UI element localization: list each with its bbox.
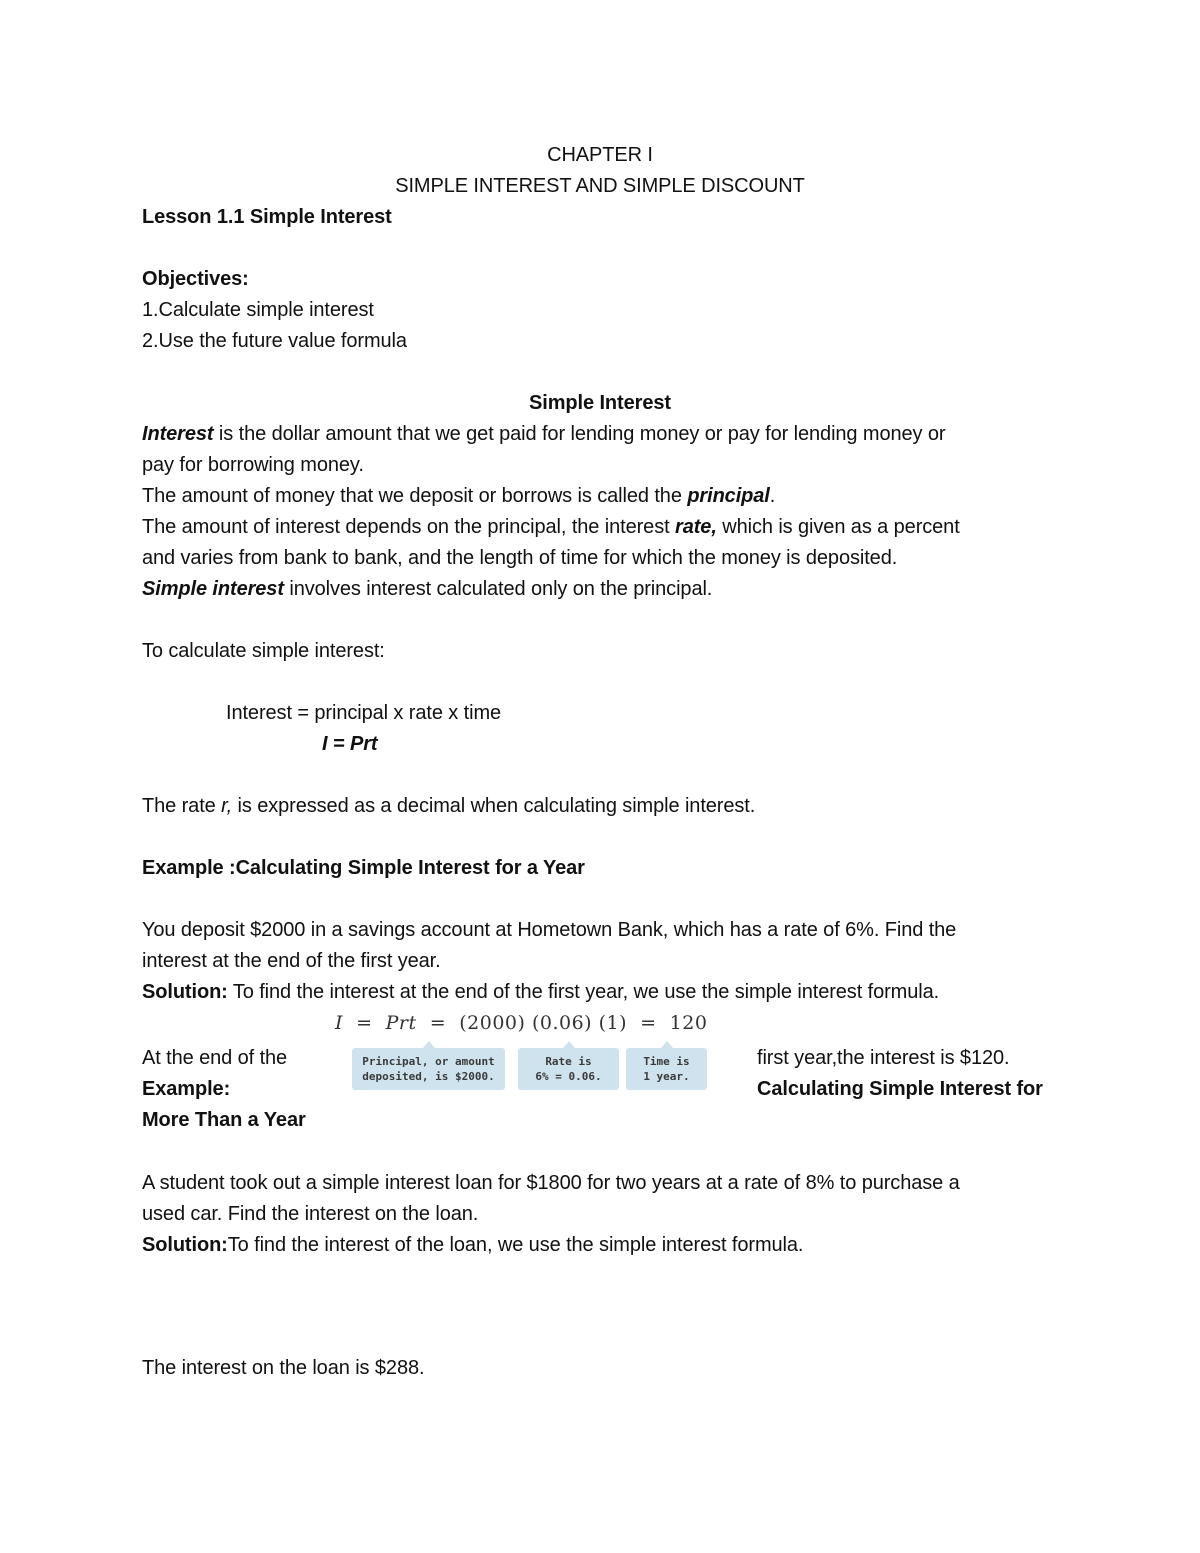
simple-interest-definition: Simple interest involves interest calculated only on the principal. [142, 578, 713, 600]
term-rate: rate, [675, 516, 717, 538]
example2-heading-right: Calculating Simple Interest for [757, 1078, 1043, 1100]
chapter-title: CHAPTER I [547, 144, 653, 166]
example1-problem-line1: You deposit $2000 in a savings account at Hometown Bank, which has a rate of 6%. Find the [142, 919, 957, 941]
objectives-heading: Objectives: [142, 268, 249, 290]
principal-definition: The amount of money that we deposit or borrows is called the principal. [142, 485, 776, 507]
example1-answer-right: first year,the interest is $120. [757, 1047, 1010, 1069]
formula-symbolic: I = Prt [322, 733, 378, 755]
term-simple-interest: Simple interest [142, 578, 284, 600]
callout-time: Time is 1 year. [626, 1048, 707, 1090]
solution-label: Solution: [142, 981, 228, 1003]
solution-label: Solution: [142, 1234, 228, 1256]
interest-definition-line1: Interest is the dollar amount that we get paid for lending money or pay for lending money or [142, 423, 946, 445]
example1-heading: Example :Calculating Simple Interest for a Year [142, 857, 585, 879]
objective-item-2: 2.Use the future value formula [142, 330, 407, 352]
example2-heading-cont: More Than a Year [142, 1109, 306, 1131]
example1-answer-left: At the end of the [142, 1047, 288, 1069]
interest-definition-line2: pay for borrowing money. [142, 454, 364, 476]
callout-rate: Rate is 6% = 0.06. [518, 1048, 619, 1090]
formula-image: I = Prt = (2000) (0.06) (1) = 120 [335, 1012, 708, 1034]
lesson-title: Lesson 1.1 Simple Interest [142, 206, 392, 228]
example2-problem-line2: used car. Find the interest on the loan. [142, 1203, 479, 1225]
formula-words: Interest = principal x rate x time [226, 702, 502, 724]
example1-solution: Solution: To find the interest at the end of the first year, we use the simple interest formula. [142, 981, 940, 1003]
rate-note: The rate r, is expressed as a decimal when calculating simple interest. [142, 795, 756, 817]
section-heading: Simple Interest [529, 392, 671, 414]
term-interest: Interest [142, 423, 214, 445]
example2-problem-line1: A student took out a simple interest loan for $1800 for two years at a rate of 8% to purchase a [142, 1172, 960, 1194]
chapter-subtitle: SIMPLE INTEREST AND SIMPLE DISCOUNT [395, 175, 805, 197]
rate-symbol: r, [221, 795, 233, 817]
calc-intro: To calculate simple interest: [142, 640, 385, 662]
example2-label: Example: [142, 1078, 231, 1100]
example2-answer: The interest on the loan is $288. [142, 1357, 425, 1379]
rate-definition-line2: and varies from bank to bank, and the length of time for which the money is deposited. [142, 547, 898, 569]
rate-definition-line1: The amount of interest depends on the principal, the interest rate, which is given as a percent [142, 516, 960, 538]
example2-solution: Solution:To find the interest of the loan, we use the simple interest formula. [142, 1234, 804, 1256]
objective-item-1: 1.Calculate simple interest [142, 299, 374, 321]
example1-problem-line2: interest at the end of the first year. [142, 950, 441, 972]
callout-principal: Principal, or amount deposited, is $2000. [352, 1048, 505, 1090]
term-principal: principal [687, 485, 770, 507]
